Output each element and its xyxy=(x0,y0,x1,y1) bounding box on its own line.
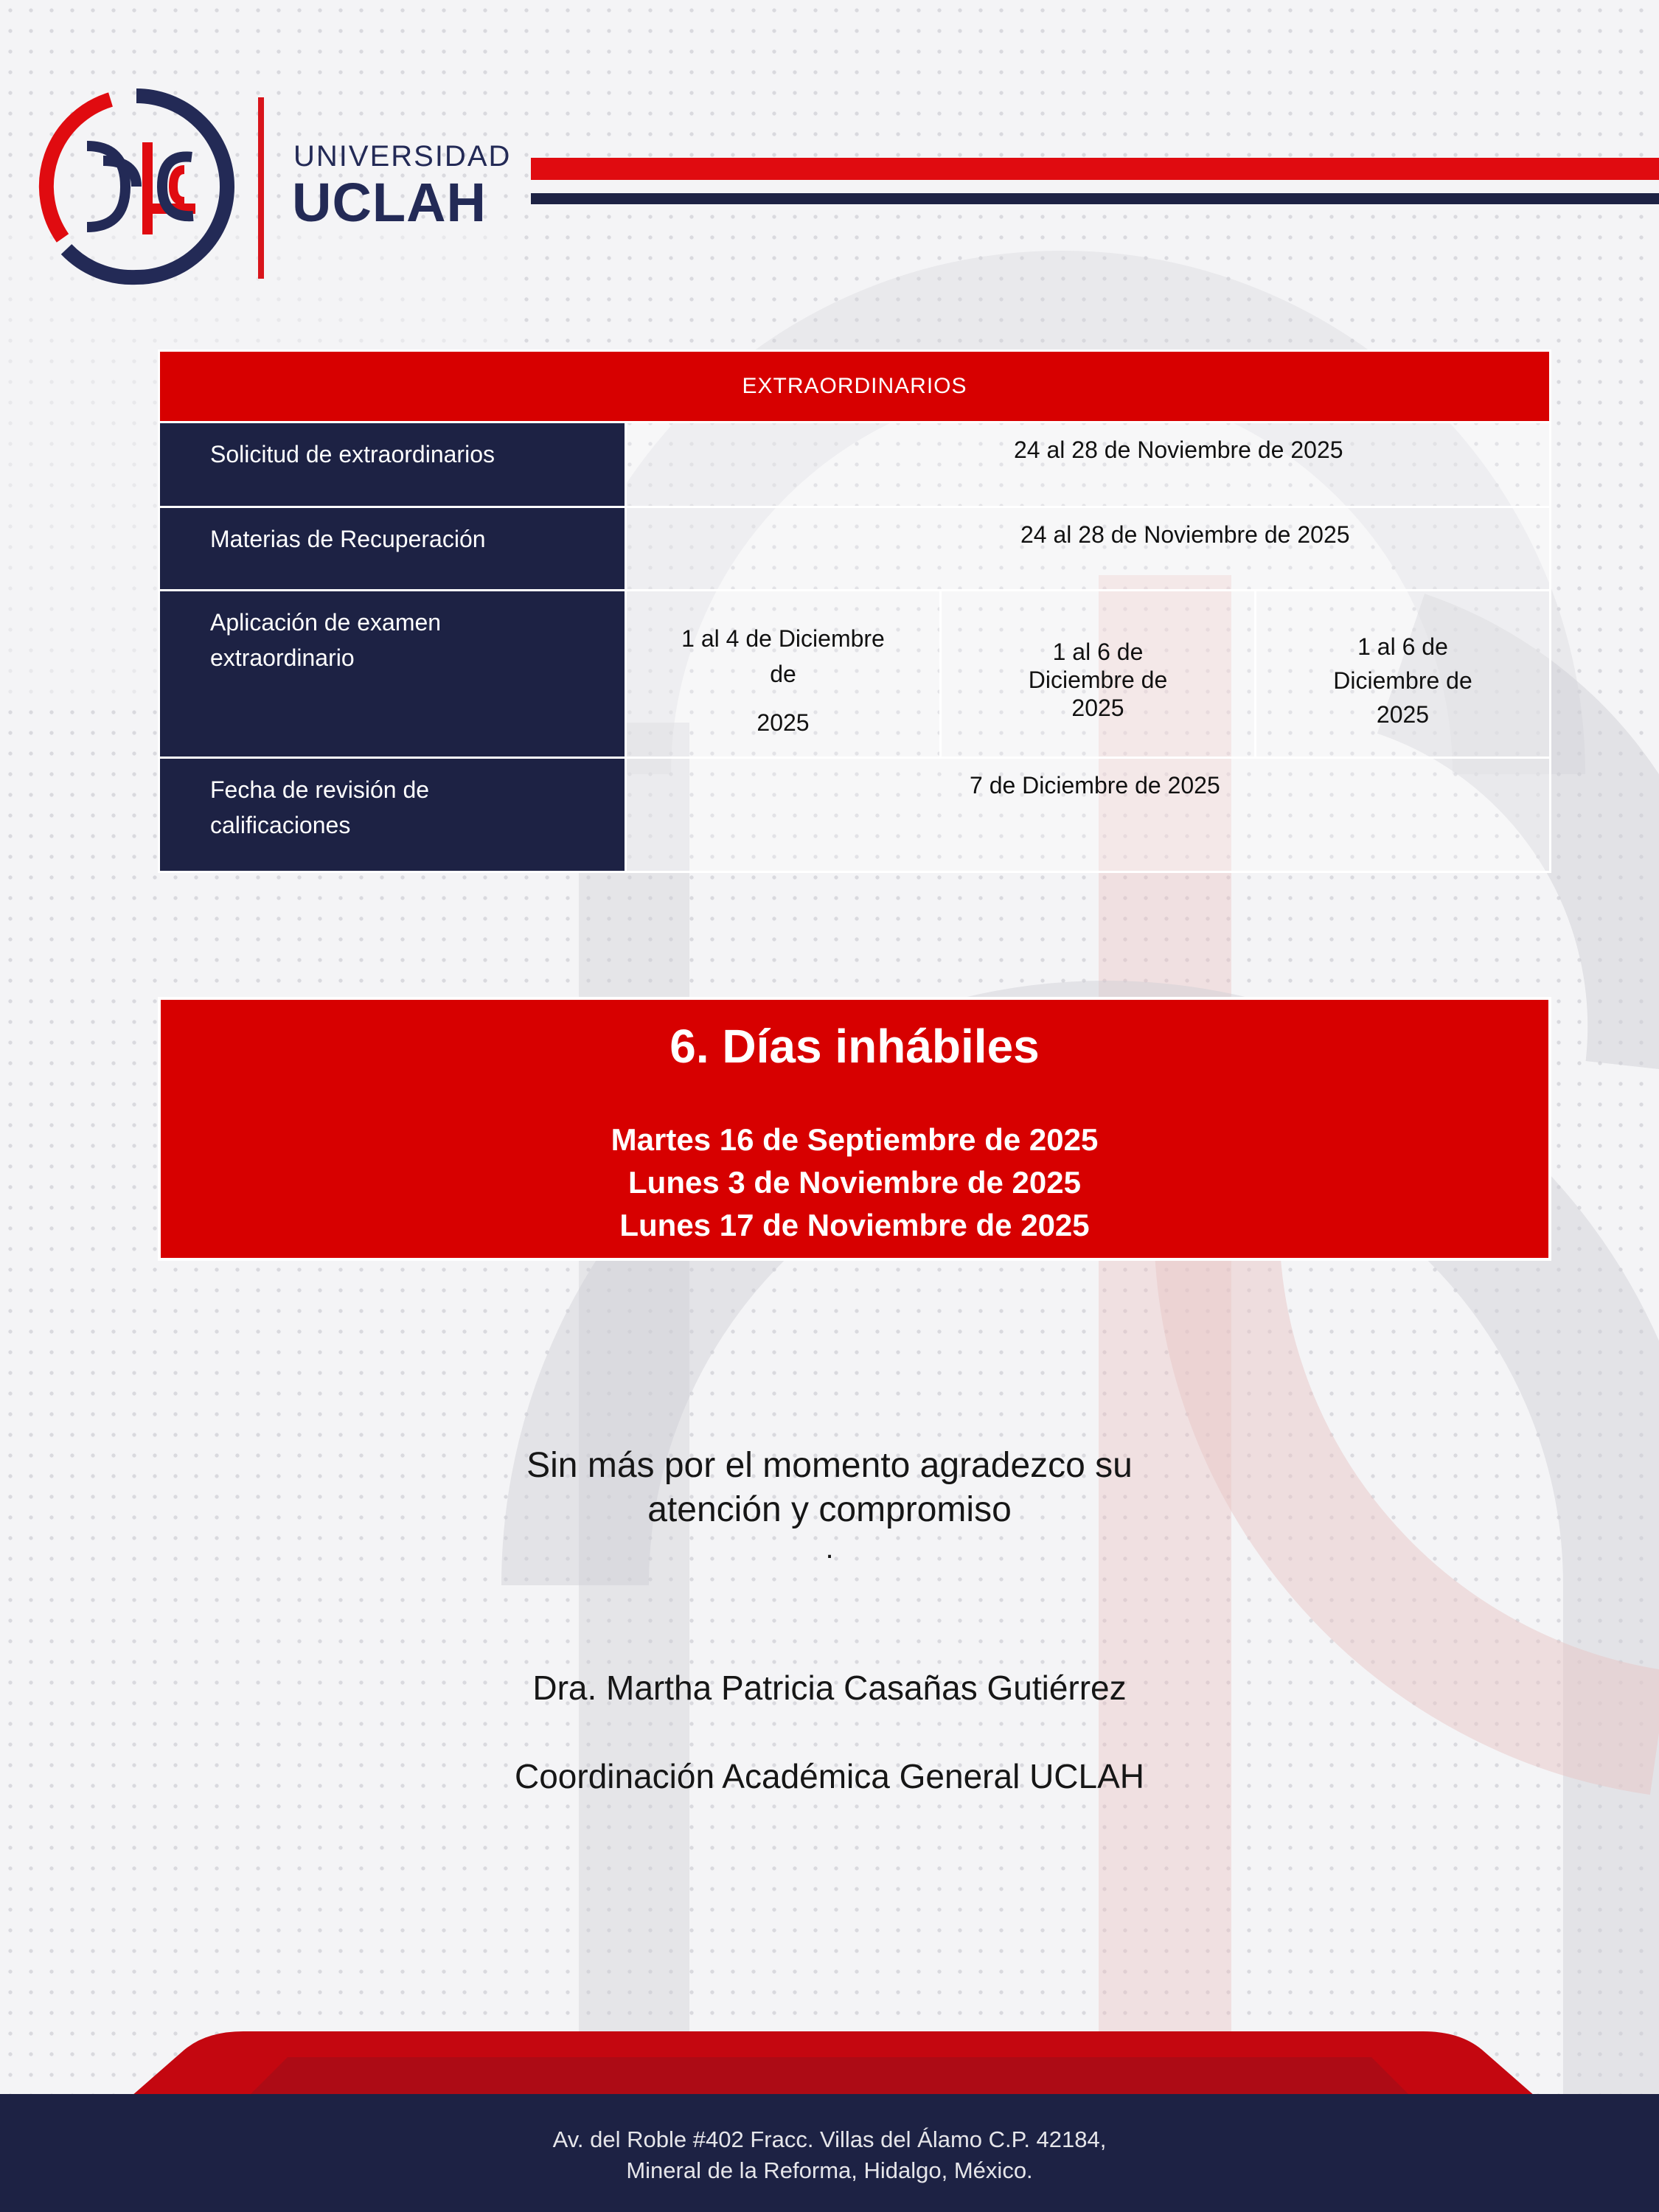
footer-bar xyxy=(0,2094,1659,2212)
value-line: 1 al 4 de Diciembre xyxy=(681,625,885,652)
closing-line: Sin más por el momento agradezco su xyxy=(526,1446,1133,1485)
value-line: Diciembre de xyxy=(1333,667,1472,694)
label-line: Fecha de revisión de xyxy=(210,776,430,803)
label-line: extraordinario xyxy=(210,644,355,671)
closing-dot: . xyxy=(825,1532,834,1565)
footer-address-line: Mineral de la Reforma, Hidalgo, México. xyxy=(626,2157,1033,2183)
table-row-label: Solicitud de extraordinarios xyxy=(158,421,627,508)
value-line: Diciembre de xyxy=(1028,667,1168,693)
table-row-value: 24 al 28 de Noviembre de 2025 xyxy=(625,421,1551,508)
holiday-date: Lunes 17 de Noviembre de 2025 xyxy=(619,1208,1090,1242)
header-stripe-navy xyxy=(531,193,1659,204)
value-line: 2025 xyxy=(1071,695,1124,721)
footer-address-line: Av. del Roble #402 Fracc. Villas del Álamo C.P. 42184, xyxy=(552,2126,1107,2152)
dias-inhabiles-box xyxy=(158,997,1551,1261)
closing-line: atención y compromiso xyxy=(647,1490,1012,1529)
brand-subtitle: UNIVERSIDAD xyxy=(293,140,512,173)
table-row-value: 24 al 28 de Noviembre de 2025 xyxy=(625,506,1551,591)
label-line: Aplicación de examen xyxy=(210,609,442,636)
table-row-value xyxy=(939,589,1256,759)
holiday-date: Martes 16 de Septiembre de 2025 xyxy=(611,1122,1099,1157)
value-line: 1 al 6 de xyxy=(1357,633,1448,660)
value-line: 2025 xyxy=(757,709,810,736)
header-stripe-red xyxy=(531,158,1659,180)
table-row-label: Materias de Recuperación xyxy=(158,506,627,591)
extraordinarios-table xyxy=(158,349,1551,873)
value-line: 1 al 6 de xyxy=(1052,639,1144,665)
table-title: EXTRAORDINARIOS xyxy=(158,349,1551,423)
brand-name: UCLAH xyxy=(292,172,487,233)
table-row-label xyxy=(158,757,627,873)
section-title: 6. Días inhábiles xyxy=(669,1020,1040,1073)
value-line: 2025 xyxy=(1376,701,1430,728)
holiday-date: Lunes 3 de Noviembre de 2025 xyxy=(628,1165,1081,1200)
signer-name: Dra. Martha Patricia Casañas Gutiérrez xyxy=(532,1669,1127,1707)
table-row-label xyxy=(158,589,627,759)
table-row-value: 7 de Diciembre de 2025 xyxy=(625,757,1551,873)
signer-role: Coordinación Académica General UCLAH xyxy=(515,1757,1144,1795)
value-line: de xyxy=(770,661,796,687)
table-row-value xyxy=(1254,589,1551,759)
uclah-logo xyxy=(37,87,236,286)
label-line: calificaciones xyxy=(210,812,351,838)
brand-divider xyxy=(258,97,264,279)
table-row-value xyxy=(625,589,942,759)
